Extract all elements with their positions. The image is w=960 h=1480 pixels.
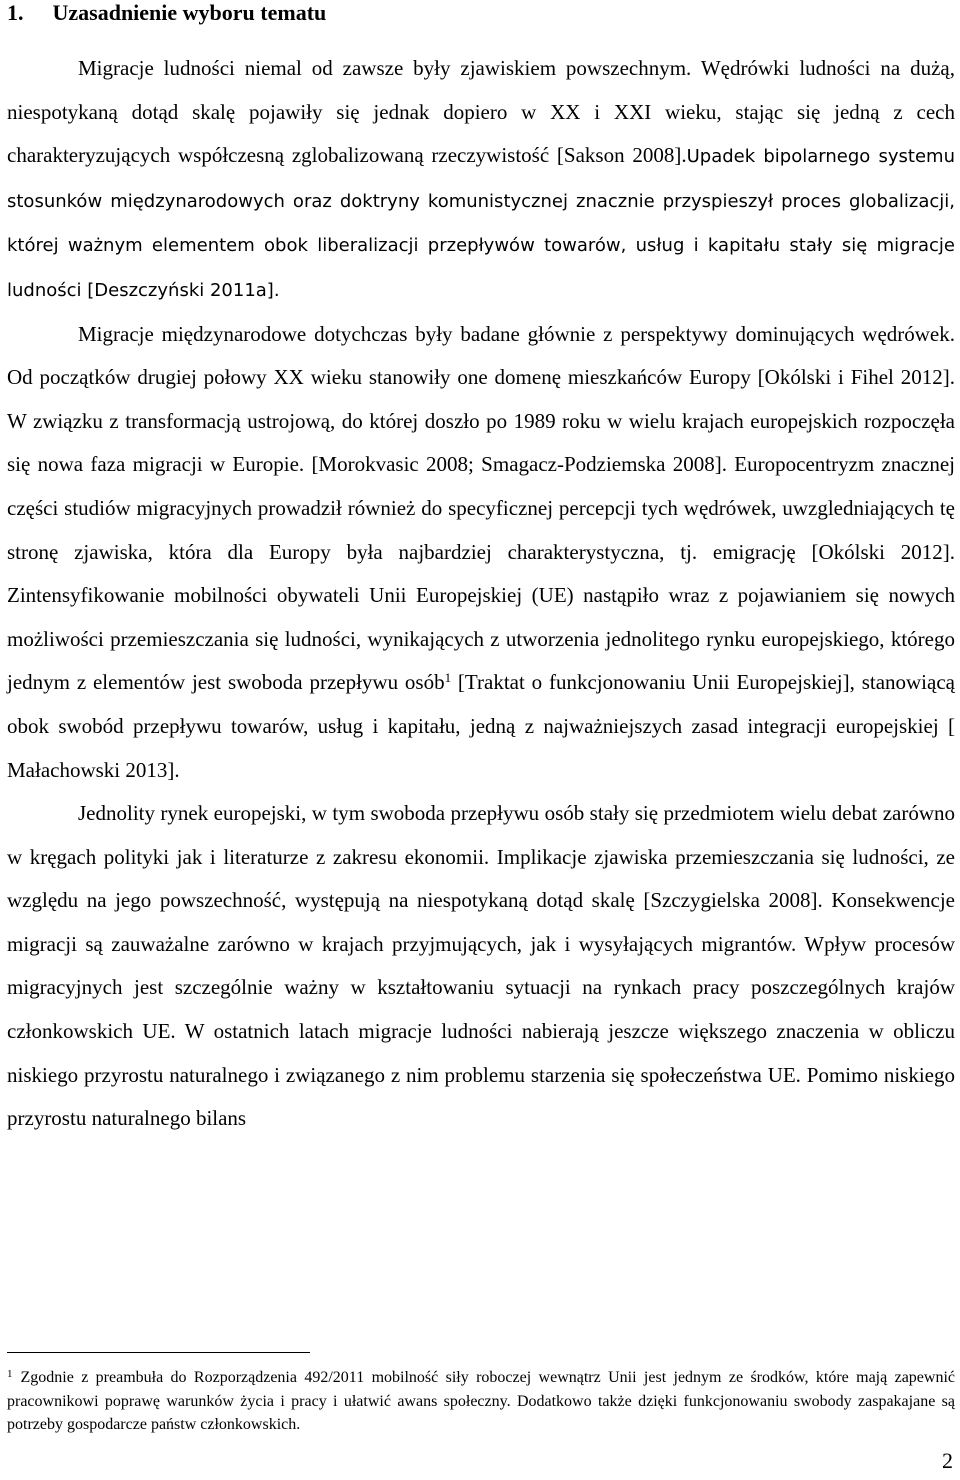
body-text — [7, 47, 955, 1141]
paragraph-2-part-b: [Traktat o funkcjonowaniu Unii Europejskiej], stanowiącą obok swobód przepływu towarów, usług i kapitału, jedną z najważniejszych zasad integracji europejskiej [ Małachowski 2013]. — [7, 670, 955, 782]
paragraph-1 — [7, 47, 955, 313]
footnote-item — [7, 1366, 955, 1437]
section-heading — [7, 0, 326, 26]
footnote — [7, 1366, 955, 1437]
footnote-reference[interactable]: 1 — [444, 670, 452, 686]
paragraph-2-part-a: Migracje międzynarodowe dotychczas były badane głównie z perspektywy dominujących wędrówek. Od początków drugiej połowy XX wieku stanowiły one domenę mieszkańców Europy [Okólski i Fihel 2012]. W związku z transformacją ustrojową, do której doszło po 1989 roku w wielu krajach europejskich rozpoczęła się nowa faza migracji w Europie. [Morokvasic 2008; Smagacz-Podziemska 2008]. Europocentryzm znacznej części studiów migracyjnych prowadził również do specyficznej percepcji tych wędrówek, uwzgledniających tę stronę zjawiska, która dla Europy była najbardziej charakterystyczna, tj. emigrację [Okólski 2012]. Zintensyfikowanie mobilności obywateli Unii Europejskiej (UE) nastąpiło wraz z pojawianiem się nowych możliwości przemieszczania się ludności, wynikających z utworzenia jednolitego rynku europejskiego, którego jednym z elementów jest swoboda przepływu osób — [7, 321, 955, 695]
paragraph-1-part-b: Upadek bipolarnego systemu stosunków międzynarodowych oraz doktryny komunistycznej znacznie przyspieszył proces globalizacji, której ważnym elementem obok liberalizacji przepływów towarów, usług i kapitału stały się migracje ludności [Deszczyński 2011a]. — [7, 146, 955, 301]
section-number: 1. — [7, 0, 24, 25]
paragraph-3: Jednolity rynek europejski, w tym swoboda przepływu osób stały się przedmiotem wielu debat zarówno w kręgach polityki jak i literaturze z zakresu ekonomii. Implikacje zjawiska przemieszczania się ludności, ze względu na jego powszechność, występują na niespotykaną dotąd skalę [Szczygielska 2008]. Konsekwencje migracji są zauważalne zarówno w krajach przyjmujących, jak i wysyłających migrantów. Wpływ procesów migracyjnych jest szczególnie ważny w kształtowaniu sytuacji na rynkach pracy poszczególnych krajów członkowskich UE. W ostatnich latach migracje ludności nabierają jeszcze większego znaczenia w obliczu niskiego przyrostu naturalnego i związanego z nim problemu starzenia się społeczeństwa UE. Pomimo niskiego przyrostu naturalnego bilans — [7, 801, 955, 1131]
footnote-separator — [7, 1352, 310, 1353]
paragraph-1-part-a: Migracje ludności niemal od zawsze były zjawiskiem powszechnym. Wędrówki ludności na dużą, niespotykaną dotąd skalę pojawiły się jednak dopiero w XX i XXI wieku, stając się jedną z cech charakteryzujących współczesną zglobalizowaną rzeczywistość [Sakson 2008]. — [7, 56, 955, 168]
footnote-text: Zgodnie z preambuła do Rozporządzenia 492/2011 mobilność siły roboczej wewnątrz Unii jest jednym ze środków, które mają zapewnić pracownikowi poprawę warunków życia i pracy i ułatwić awans społeczny. Dodatkowo także dzięki funkcjonowaniu swobody zaspakajane są potrzeby gospodarcze państw członkowskich. — [7, 1369, 955, 1433]
footnote-marker: 1 — [7, 1368, 13, 1380]
page-number: 2 — [942, 1448, 953, 1473]
section-title: Uzasadnienie wyboru tematu — [52, 0, 327, 25]
paragraph-2 — [7, 313, 955, 793]
